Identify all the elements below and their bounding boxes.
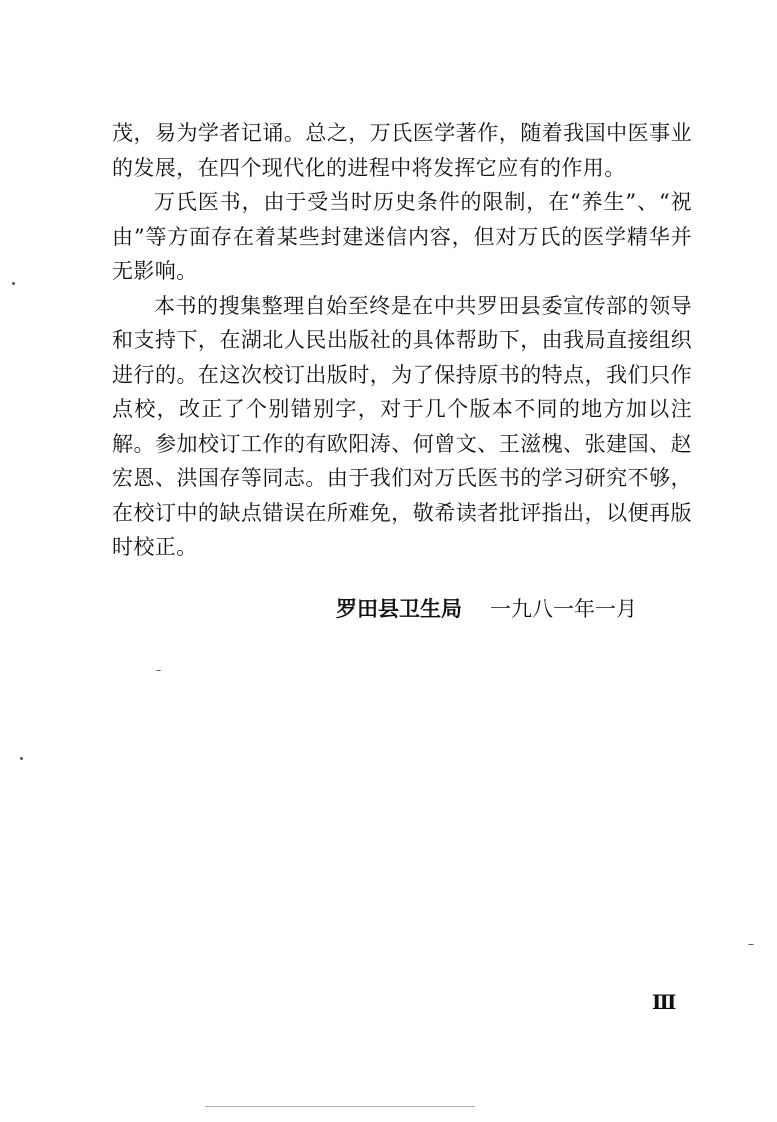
body-text	[112, 116, 692, 565]
scan-speck	[20, 757, 23, 760]
signature-line	[336, 592, 637, 626]
signature-author: 罗田县卫生局	[336, 596, 462, 621]
paragraph-1: 茂，易为学者记诵。总之，万氏医学著作，随着我国中医事业的发展，在四个现代化的进程中将发挥它应有的作用。	[112, 121, 692, 180]
paragraph-2: 万氏医书，由于受当时历史条件的限制，在“养生”、“祝由”等方面存在着某些封建迷信内容，但对万氏的医学精华并无影响。	[112, 190, 692, 283]
paragraph-3: 本书的搜集整理自始至终是在中共罗田县委宣传部的领导和支持下，在湖北人民出版社的具体帮助下，由我局直接组织进行的。在这次校订出版时，为了保持原书的特点，我们只作点校，改正了个别错别字，对于几个版本不同的地方加以注解。参加校订工作的有欧阳涛、何曾文、王滋槐、张建国、赵宏恩、洪国存等同志。由于我们对万氏医书的学习研究不够，在校订中的缺点错误在所难免，敬希读者批评指出，以便再版时校正。	[112, 293, 692, 559]
scan-speck	[748, 944, 754, 945]
scan-speck	[12, 282, 15, 285]
scan-speck	[156, 670, 161, 671]
signature-date: 一九八一年一月	[490, 597, 637, 621]
page-number: Ⅲ	[652, 990, 677, 1014]
scan-line	[205, 1106, 475, 1107]
